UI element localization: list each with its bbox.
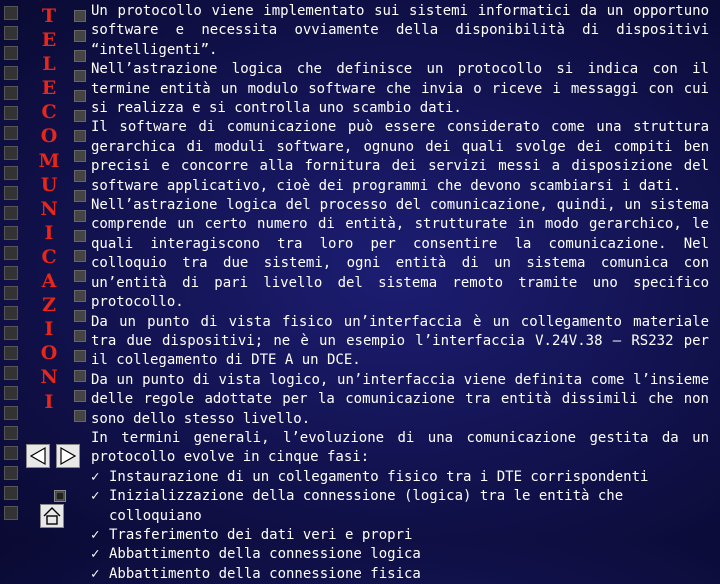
decorative-square <box>74 390 86 402</box>
decorative-square <box>4 6 18 20</box>
decorative-square <box>4 266 18 280</box>
navigation-buttons <box>24 440 80 536</box>
previous-slide-button[interactable] <box>26 444 50 468</box>
decorative-square <box>4 406 18 420</box>
decorative-square <box>4 86 18 100</box>
decorative-square <box>74 350 86 362</box>
decorative-square <box>4 366 18 380</box>
decorative-square <box>4 126 18 140</box>
decorative-square <box>4 346 18 360</box>
paragraph: Nell’astrazione logica che definisce un protocollo si indica con il termine entità un modulo software che invia o riceve i messaggi con cui si realizza e si controlla uno scambio dati. <box>91 61 709 117</box>
decorative-square <box>74 170 86 182</box>
decorative-square <box>4 166 18 180</box>
list-item: ✓ Inizializzazione della connessione (logica) tra le entità che colloquiano <box>91 487 709 526</box>
decorative-square <box>4 206 18 220</box>
decorative-square <box>4 426 18 440</box>
decorative-square <box>4 226 18 240</box>
left-decorative-strip <box>0 0 20 540</box>
check-icon: ✓ <box>91 526 100 543</box>
decorative-square <box>74 50 86 62</box>
decorative-square <box>74 110 86 122</box>
decorative-square <box>4 26 18 40</box>
decorative-square <box>74 330 86 342</box>
decorative-square <box>4 66 18 80</box>
decorative-square <box>74 250 86 262</box>
triangle-right-icon <box>57 445 79 467</box>
list-item: ✓ Abbattimento della connessione fisica <box>91 565 709 584</box>
phases-list <box>91 468 709 584</box>
title-letter: O <box>40 342 58 365</box>
decorative-square <box>4 286 18 300</box>
decorative-square <box>74 150 86 162</box>
paragraph: Il software di comunicazione può essere considerato come una struttura gerarchica di moduli software, ognuno dei quali svolge dei compiti ben precisi e concorre alla fornitura dei servizi messi a disposizione del software applicativo, cioè dei programmi che devono scambiarsi i dati. <box>91 119 709 194</box>
title-letter: I <box>44 390 54 413</box>
check-icon: ✓ <box>91 488 100 505</box>
decorative-square <box>74 30 86 42</box>
decorative-square <box>74 70 86 82</box>
decorative-square <box>74 10 86 22</box>
decorative-square <box>74 190 86 202</box>
decorative-square <box>74 210 86 222</box>
decorative-square <box>74 370 86 382</box>
title-letter: C <box>41 245 57 268</box>
decorative-square <box>4 106 18 120</box>
list-item: ✓ Instaurazione di un collegamento fisico tra i DTE corrispondenti <box>91 468 709 487</box>
title-letter: C <box>41 101 57 124</box>
decorative-square <box>74 290 86 302</box>
decorative-square <box>4 246 18 260</box>
decorative-square <box>4 326 18 340</box>
title-letter: Z <box>42 294 56 317</box>
decorative-square <box>4 446 18 460</box>
home-icon <box>41 505 63 527</box>
decorative-square <box>4 486 18 500</box>
home-button[interactable] <box>40 504 64 528</box>
decorative-square <box>4 46 18 60</box>
decorative-square <box>4 506 18 520</box>
title-letter: E <box>41 29 57 52</box>
title-letter: N <box>40 366 58 389</box>
decorative-square <box>4 306 18 320</box>
title-letter: T <box>41 5 57 27</box>
decorative-square <box>74 310 86 322</box>
vertical-title <box>36 4 62 414</box>
title-letter: O <box>40 125 58 148</box>
square-icon <box>55 491 65 501</box>
decorative-square <box>4 186 18 200</box>
decorative-square <box>4 386 18 400</box>
paragraph: Da un punto di vista fisico un’interfaccia è un collegamento materiale tra due dispositivi; ne è un esempio l’interfaccia V.24V.38 – RS232 per il collegamento di DTE A un DCE. <box>91 313 709 369</box>
decorative-square <box>74 130 86 142</box>
small-square-button[interactable] <box>54 490 66 502</box>
title-letter: I <box>44 318 54 341</box>
title-letter: E <box>41 77 57 100</box>
title-letter: M <box>38 149 60 172</box>
title-letter: U <box>40 173 58 196</box>
decorative-square <box>4 146 18 160</box>
list-item: ✓ Abbattimento della connessione logica <box>91 545 709 564</box>
check-icon: ✓ <box>91 546 100 563</box>
decorative-square <box>74 270 86 282</box>
decorative-square <box>74 410 86 422</box>
main-text <box>91 2 709 584</box>
title-letter: N <box>40 197 58 220</box>
paragraph: Da un punto di vista logico, un’interfaccia viene definita come l’insieme delle regole adottate per la comunicazione tra entità dissimili che non sono dello stesso livello. <box>91 371 709 427</box>
decorative-square <box>4 466 18 480</box>
paragraph: Nell’astrazione logica del processo del comunicazione, quindi, un sistema comprende un certo numero di entità, strutturate in modo gerarchico, le quali interagiscono tra loro per consentire la comunicazione. Nel colloquio tra due sistemi, ogni entità di un sistema comunica con un’entità di pari livello del sistema remoto tramite uno specifico protocollo. <box>91 197 709 311</box>
paragraph: Un protocollo viene implementato sui sistemi informatici da un opportuno software e necessita ovviamente della disponibilità di dispositivi “intelligenti”. <box>91 3 709 58</box>
title-letter: A <box>41 270 57 293</box>
next-slide-button[interactable] <box>56 444 80 468</box>
check-icon: ✓ <box>91 468 100 485</box>
title-letter: I <box>44 221 54 244</box>
triangle-left-icon <box>27 445 49 467</box>
list-item: ✓ Trasferimento dei dati veri e propri <box>91 526 709 545</box>
paragraph: In termini generali, l’evoluzione di una comunicazione gestita da un protocollo evolve in cinque fasi: <box>91 429 709 466</box>
check-icon: ✓ <box>91 565 100 582</box>
decorative-square <box>74 90 86 102</box>
decorative-square <box>74 230 86 242</box>
title-letter: L <box>42 53 56 76</box>
